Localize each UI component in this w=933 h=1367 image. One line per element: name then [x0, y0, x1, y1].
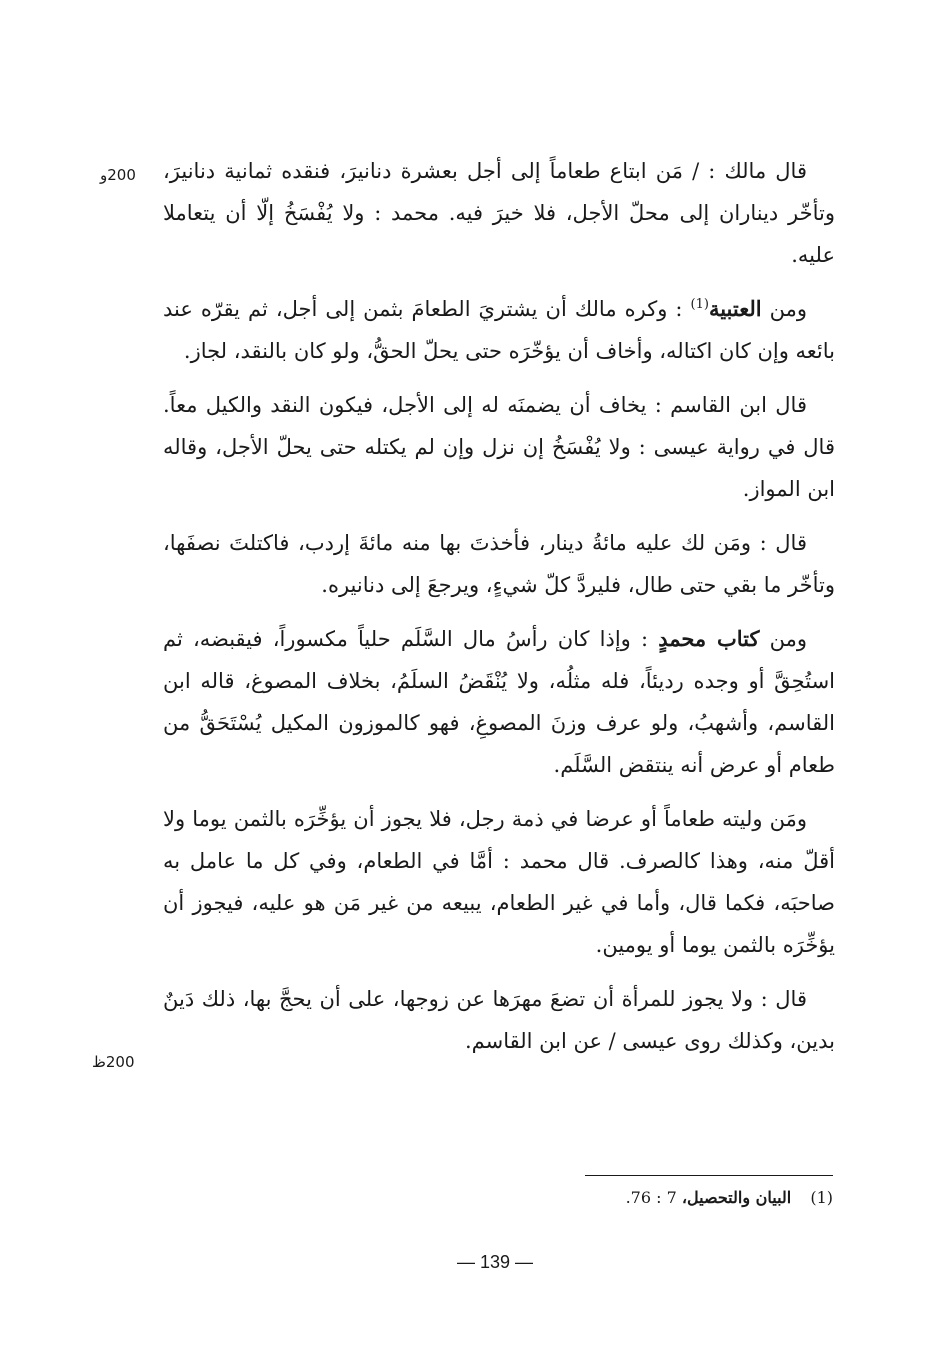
- main-text-body: [163, 150, 835, 1074]
- margin-folio-note-bottom: 200ظ: [92, 1053, 135, 1071]
- paragraph-text: قال : ومَن لك عليه مائةُ دينار، فأخذتَ بها منه مائةَ إردب، فاكتلتَ نصفَها، وتأخّر ما بقي حتى طال، فليردَّ كلّ شيءٍ، ويرجعَ إلى دنانيره.: [163, 531, 835, 597]
- paragraph: [163, 522, 835, 606]
- footnote-marker: (1): [690, 297, 709, 312]
- paragraph: [163, 288, 835, 372]
- paragraph: [163, 618, 835, 786]
- paragraph: [163, 798, 835, 966]
- paragraph-text: قال : ولا يجوز للمرأة أن تضعَ مهرَها عن زوجها، على أن يحجَّ بها، ذلك دَينٌ بدين، وكذلك روى عيسى / عن ابن القاسم.: [163, 987, 835, 1053]
- footnote: [560, 1186, 833, 1210]
- paragraph: [163, 150, 835, 276]
- source-title: كتاب محمدٍ: [658, 626, 760, 651]
- paragraph-text: ومن: [759, 627, 807, 651]
- footnote-source-title: البيان والتحصيل،: [681, 1188, 792, 1207]
- paragraph-text: قال ابن القاسم : يخاف أن يضمنَه له إلى الأجل، فيكون النقد والكيل معاً. قال في رواية عيسى : ولا يُفْسَخُ إن نزل وإن لم يكتله حتى يحلّ الأجل، وقاله ابن المواز.: [163, 393, 835, 501]
- paragraph-text: قال مالك : / مَن ابتاع طعاماً إلى أجل بعشرة دنانيرَ، فنقده ثمانية دنانيرَ، وتأخّر ديناران إلى محلّ الأجل، فلا خيرَ فيه. محمد : ولا يُفْسَخُ إلّا أن يتعاملا عليه.: [163, 159, 835, 267]
- margin-folio-note-top: 200و: [100, 166, 136, 184]
- footnote-number: (1): [810, 1188, 833, 1207]
- paragraph-text: ومن: [761, 297, 807, 321]
- paragraph-text: : وكره مالك أن يشتريَ الطعامَ بثمن إلى أجل، ثم يقرّه عند بائعه وإن كان اكتاله، وأخاف أن يؤخّرَه حتى يحلّ الحقُّ، ولو كان بالنقد، لجاز.: [163, 297, 835, 363]
- paragraph: [163, 384, 835, 510]
- page-number: — 139 —: [456, 1252, 534, 1272]
- footnote-reference: 7 : 76.: [625, 1188, 677, 1207]
- paragraph-text: : وإذا كان رأسُ مال السَّلَم حلياً مكسوراً، فيقبضه، ثم استُحِقَّ أو وجده رديئاً، فله مثلُه، ولا يُنْقَضُ السلَمُ، بخلاف المصوغ، قاله ابن القاسم، وأشهبُ، ولو عرف وزنَ المصوغِ، فهو كالموزون المكيل يُسْتَحَقُّ من طعام أو عرض أنه ينتقض السَّلَم.: [163, 627, 835, 777]
- paragraph: [163, 978, 835, 1062]
- footnote-separator: [585, 1175, 833, 1176]
- source-title: العتبية: [708, 296, 762, 321]
- paragraph-text: ومَن وليته طعاماً أو عرضا في ذمة رجل، فلا يجوز أن يؤخِّرَه بالثمن يوما ولا أقلّ منه، وهذا كالصرف. قال محمد : أمَّا في الطعام، وفي كل ما عامل به صاحبَه، فكما قال، وأما في غير الطعام، يبيعه من غير مَن هو عليه، فيجوز أن يؤخِّرَه بالثمن يوما أو يومين.: [163, 807, 835, 957]
